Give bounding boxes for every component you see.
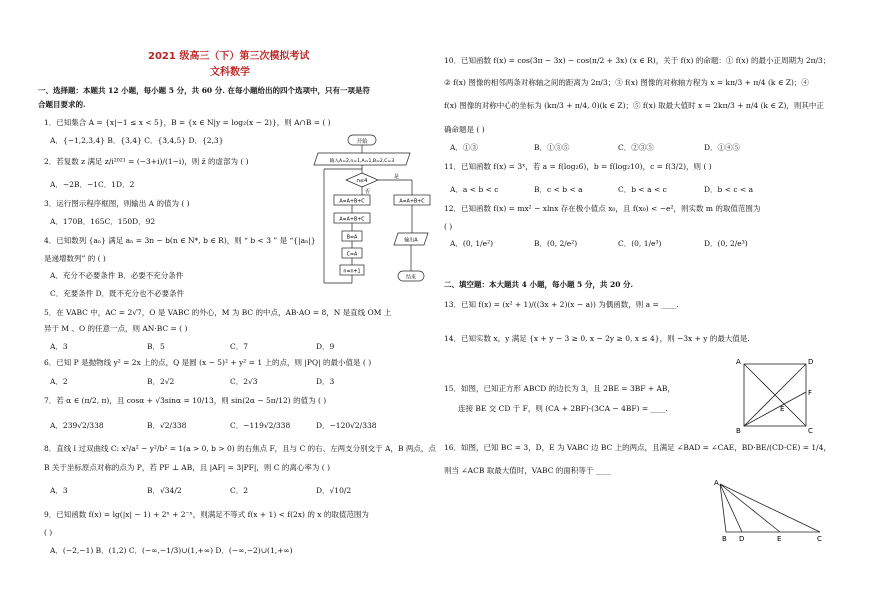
question-12-option-b: B．(0, 2/e²) xyxy=(534,239,578,248)
flow-step-4: C=A xyxy=(346,252,358,258)
fig16-label-c: C xyxy=(817,535,822,543)
question-7-option-c: C．−119√2/338 xyxy=(230,421,291,430)
question-12-option-a: A．(0, 1/e²) xyxy=(450,239,494,248)
question-2: 2．若复数 z 满足 z/i²⁰²¹ = (−3+i)/(1−i)，则 z̄ 的虚部为 ( ) xyxy=(44,157,249,166)
question-5-option-a: A．3 xyxy=(50,342,68,351)
question-11-option-b: B．c < b < a xyxy=(534,185,583,194)
question-3: 3．运行图示程序框图，则输出 A 的值为 ( ) xyxy=(44,199,190,208)
question-16: 16．如图，已知 BC = 3，D，E 为 VABC 边 BC 上的两点，且满足 ∠BAD = ∠CAE，BD·BE/(CD·CE) = 1/4， xyxy=(444,443,831,452)
fig16-label-a: A xyxy=(714,479,719,487)
section-2-heading: 二、填空题：本大题共 4 小题，每小题 5 分，共 20 分. xyxy=(444,280,634,289)
exam-subtitle: 文科数学 xyxy=(210,67,250,78)
fig16-label-e: E xyxy=(777,535,782,543)
question-11-option-a: A．a < b < c xyxy=(450,185,499,194)
question-2-options: A．−2B．−1C．1D．2 xyxy=(50,180,135,189)
flow-start: 开始 xyxy=(356,139,368,145)
question-5-option-d: D．9 xyxy=(316,342,335,351)
question-11-option-c: C．b < a < c xyxy=(618,185,667,194)
flowchart-figure xyxy=(310,133,440,293)
fig15-label-c: C xyxy=(808,427,813,435)
question-7-option-b: B．√2/338 xyxy=(147,421,187,430)
question-1-options: A．{−1,2,3,4} B．{3,4} C．{3,4,5} D．{2,3} xyxy=(50,136,224,145)
flow-output: 输出A xyxy=(404,237,418,244)
question-6-option-d: D．3 xyxy=(316,377,335,386)
question-10: 10．已知函数 f(x) = cos(3π − 3x) − cos(π/2 + 3x) (x ∈ R)，关于 f(x) 的命题：① f(x) 的最小正周期为 2π/3； xyxy=(444,56,831,65)
question-6-option-a: A．2 xyxy=(50,377,68,386)
question-9-options: A．(−2,−1) B．(1,2) C．(−∞,−1/3)∪(1,+∞) D．(−∞,−2)∪(1,+∞) xyxy=(50,546,293,555)
question-15: 15．如图，已知正方形 ABCD 的边长为 3，且 2BE = 3BF + AB， xyxy=(444,384,675,393)
question-15-cont: 连接 BE 交 CD 于 F，则 (CA + 2BF)·(3CA − 4BF) = ____. xyxy=(458,404,668,413)
question-8-option-d: D．√10/2 xyxy=(316,486,352,495)
question-12-option-d: D．(0, 2/e³) xyxy=(704,239,748,248)
question-8: 8．直线 l 过双曲线 C: x²/a² − y²/b² = 1(a > 0, b > 0) 的右焦点 F，且与 C 的右、左两支分别交于 A，B 两点，点 xyxy=(44,444,436,453)
question-6-option-c: C．2√3 xyxy=(230,377,258,386)
fig16-label-d: D xyxy=(739,535,745,543)
flow-step-3: B=A xyxy=(346,235,358,241)
question-8-cont: B 关于坐标原点对称的点为 P，若 PF ⊥ AB，且 |AF| = 3|PF|，则 C 的离心率为 ( ) xyxy=(44,463,331,472)
question-4-option-ab: A．充分不必要条件 B．必要不充分条件 xyxy=(50,271,184,280)
flow-end: 结束 xyxy=(405,274,417,281)
question-1: 1．已知集合 A = {x|−1 ≤ x < 5}，B = {x ∈ N|y = log₂(x − 2)}，则 A∩B = ( ) xyxy=(44,118,331,127)
question-7-option-a: A．239√2/338 xyxy=(50,421,104,430)
flow-step-5: n=n+1 xyxy=(343,269,361,275)
section-1-heading-cont: 合题目要求的. xyxy=(38,100,86,109)
question-10-option-b: B．①③⑤ xyxy=(534,143,570,152)
question-10-option-d: D．①④⑤ xyxy=(704,143,741,152)
fig15-label-e: E xyxy=(780,405,785,413)
flow-step-1: A=A+B+C xyxy=(339,199,365,205)
question-8-option-b: B．√34/2 xyxy=(147,486,182,495)
question-12-option-c: C．(0, 1/e³) xyxy=(618,239,662,248)
question-12-cont: ( ) xyxy=(444,222,453,231)
question-4-cont: 是递增数列” 的 ( ) xyxy=(44,254,106,263)
flow-no: 否 xyxy=(365,189,371,195)
question-13: 13．已知 f(x) = (x² + 1)/((3x + 2)(x − a)) 为偶函数，则 a = ____. xyxy=(444,300,679,309)
question-6-option-b: B．2√2 xyxy=(147,377,175,386)
flow-step-6: A=A+B+C xyxy=(399,199,425,205)
fig15-label-a: A xyxy=(736,358,741,366)
exam-title: 2021 级高三（下）第三次模拟考试 xyxy=(148,51,310,62)
question-5-option-c: C．7 xyxy=(230,342,249,351)
question-10-cont-1: ② f(x) 图像的相邻两条对称轴之间的距离为 2π/3；③ f(x) 图像的对称轴方程为 x = kπ/3 + π/4 (k ∈ Z)；④ xyxy=(444,78,809,87)
question-14: 14．已知实数 x，y 满足 {x + y − 3 ≥ 0, x − 2y ≥ 0, x ≤ 4}，则 −3x + y 的最大值是. xyxy=(444,334,750,343)
fig16-label-b: B xyxy=(722,535,727,543)
question-5-cont: 异于 M 、O 的任意一点，则 AN·BC = ( ) xyxy=(44,324,188,333)
question-11: 11．已知函数 f(x) = 3ˣ，若 a = f(log₂6)，b = f(log₂10)，c = f(3/2)，则 ( ) xyxy=(444,162,712,171)
flow-input: 输入A=2,n=1,A=1,B=2,C=3 xyxy=(329,159,395,164)
question-11-option-d: D．b < c < a xyxy=(704,185,754,194)
figure-square-abcd xyxy=(736,356,816,436)
question-10-option-a: A．①③ xyxy=(450,143,478,152)
question-9: 9．已知函数 f(x) = lg(|x| − 1) + 2ˣ + 2⁻ˣ，则满足不等式 f(x + 1) < f(2x) 的 x 的取值范围为 xyxy=(44,510,369,519)
question-5-option-b: B．5 xyxy=(147,342,165,351)
fig15-label-b: B xyxy=(736,427,741,435)
question-7: 7．若 α ∈ (π/2, π)，且 cosα + √3sinα = 10/13，则 sin(2α − 5π/12) 的值为 ( ) xyxy=(44,396,327,405)
fig15-label-d: D xyxy=(808,358,814,366)
question-4-option-cd: C．充要条件 D．既不充分也不必要条件 xyxy=(50,289,185,298)
figure-triangle-abc xyxy=(712,476,832,544)
question-3-options: A．170B．165C．150D．92 xyxy=(50,217,156,226)
question-10-cont-2: f(x) 图像的对称中心的坐标为 (kπ/3 + π/4, 0)(k ∈ Z)；⑤ f(x) 取最大值时 x = 2kπ/3 + π/4 (k ∈ Z)，则其中正 xyxy=(444,101,824,110)
question-10-option-c: C．②③⑤ xyxy=(618,143,654,152)
question-8-option-c: C．2 xyxy=(230,486,249,495)
question-6: 6．已知 P 是抛物线 y² = 2x 上的点，Q 是圆 (x − 5)² + y² = 1 上的点，则 |PQ| 的最小值是 ( ) xyxy=(44,358,372,367)
question-8-option-a: A．3 xyxy=(50,486,68,495)
flow-yes: 是 xyxy=(394,174,400,180)
flow-condition: n≤4 xyxy=(356,178,368,184)
fig15-label-f: F xyxy=(808,389,813,397)
question-5: 5．在 VABC 中，AC = 2√7，O 是 VABC 的外心，M 为 BC 的中点，AB·AO = 8，N 是直线 OM 上 xyxy=(44,308,392,317)
question-7-option-d: D．−120√2/338 xyxy=(316,421,377,430)
question-12: 12．已知函数 f(x) = mx² − xlnx 存在极小值点 x₀，且 f(x₀) < −e²，则实数 m 的取值范围为 xyxy=(444,204,761,213)
question-4: 4．已知数列 {aₙ} 满足 aₙ = 3n − b(n ∈ N*, b ∈ R)，则 “ b < 3 ” 是 “{|aₙ|} xyxy=(44,236,316,245)
question-10-cont-3: 确命题是 ( ) xyxy=(444,125,485,134)
section-1-heading: 一、选择题：本题共 12 小题，每小题 5 分，共 60 分. 在每小题给出的四个选项中，只有一项是符 xyxy=(38,86,370,95)
question-16-cont: 则当 ∠ACB 取最大值时，VABC 的面积等于 ____ xyxy=(444,466,611,475)
flow-step-2: A=A+B+C xyxy=(339,217,365,223)
question-9-cont: ( ) xyxy=(44,528,53,537)
